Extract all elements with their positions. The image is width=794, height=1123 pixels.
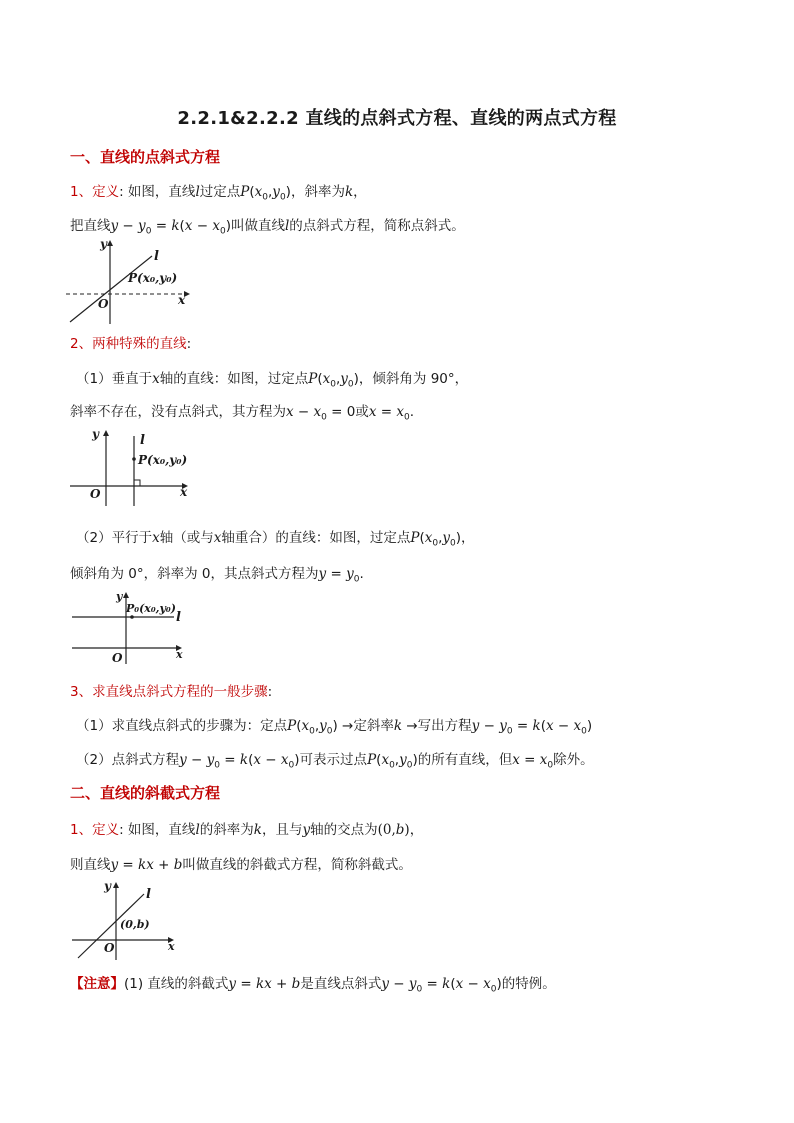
special-lines-heading: 2、两种特殊的直线: <box>70 336 192 352</box>
note-line: 【注意】(1) 直线的斜截式y = kx + b是直线点斜式$y - y_0 = k(x - x_0)$的特例。 <box>70 976 556 995</box>
fig4-l-label: l <box>146 887 151 902</box>
fig1-p-label: P(x₀,y₀) <box>128 271 178 285</box>
fig4-b-label: (0,b) <box>120 918 150 931</box>
section-heading-slope-intercept: 二、直线的斜截式方程 <box>70 784 221 802</box>
vertical-line-text-2: 斜率不存在，没有点斜式，其方程为$x - x_0 = 0$或$x = x_0$. <box>70 404 415 423</box>
vertical-line-text-1: （1）垂直于x轴的直线：如图，过定点$P(x_0,y_0)$，倾斜角为 90°， <box>76 371 469 390</box>
slope-intercept-def-1: 1、定义: 如图，直线l的斜率为k，且与y轴的交点为(0,b)， <box>70 822 424 838</box>
slope-intercept-def-2: 则直线y = kx + b叫做直线的斜截式方程，简称斜截式。 <box>70 857 412 873</box>
fig4-x-label: x <box>168 940 175 953</box>
fig3-l-label: l <box>176 610 181 625</box>
section-heading-point-slope: 一、直线的点斜式方程 <box>70 148 221 166</box>
fig4-o-label: O <box>104 941 115 955</box>
steps-line-2: （2）点斜式方程$y - y_0 = k(x - x_0)$可表示过点$P(x_0,y_0)$的所有直线，但$x = x_0$除外。 <box>76 752 594 771</box>
figure-vertical-line <box>70 428 200 508</box>
page-title: 2.2.1&2.2.2 直线的点斜式方程、直线的两点式方程 <box>177 108 617 129</box>
fig2-o-label: O <box>90 487 101 501</box>
fig1-x-label: x <box>178 293 186 307</box>
figure-point-slope <box>66 237 196 330</box>
figure-slope-intercept <box>72 878 192 962</box>
steps-heading: 3、求直线点斜式方程的一般步骤: <box>70 684 273 700</box>
fig1-l-label: l <box>154 249 159 264</box>
fig3-y-label: y <box>116 590 123 603</box>
fig3-x-label: x <box>176 648 183 661</box>
horizontal-line-text-1: （2）平行于x轴（或与x轴重合）的直线：如图，过定点$P(x_0,y_0)$， <box>76 530 475 549</box>
horizontal-line-text-2: 倾斜角为 0°，斜率为 0，其点斜式方程为$y = y_0$. <box>70 566 364 585</box>
fig3-o-label: O <box>112 651 123 665</box>
definition-line-1: 1、定义: 如图，直线l过定点$P(x_0,y_0)$，斜率为k， <box>70 184 367 203</box>
figure-horizontal-line <box>72 590 202 666</box>
fig2-p-label: P(x₀,y₀) <box>138 453 188 467</box>
fig1-o-label: O <box>98 297 109 311</box>
definition-line-2: 把直线$y - y_0 = k(x - x_0)$叫做直线l的点斜式方程，简称点斜式。 <box>70 218 465 237</box>
fig2-x-label: x <box>180 485 188 499</box>
fig1-y-label: y <box>100 237 107 251</box>
fig3-p-label: P₀(x₀,y₀) <box>126 602 176 615</box>
steps-line-1: （1）求直线点斜式的步骤为：定点$P(x_0,y_0)$ →定斜率k →写出方程$y - y_0 = k(x - x_0)$ <box>76 718 593 737</box>
fig4-y-label: y <box>104 879 111 893</box>
fig2-y-label: y <box>92 427 99 441</box>
fig2-l-label: l <box>140 433 145 448</box>
